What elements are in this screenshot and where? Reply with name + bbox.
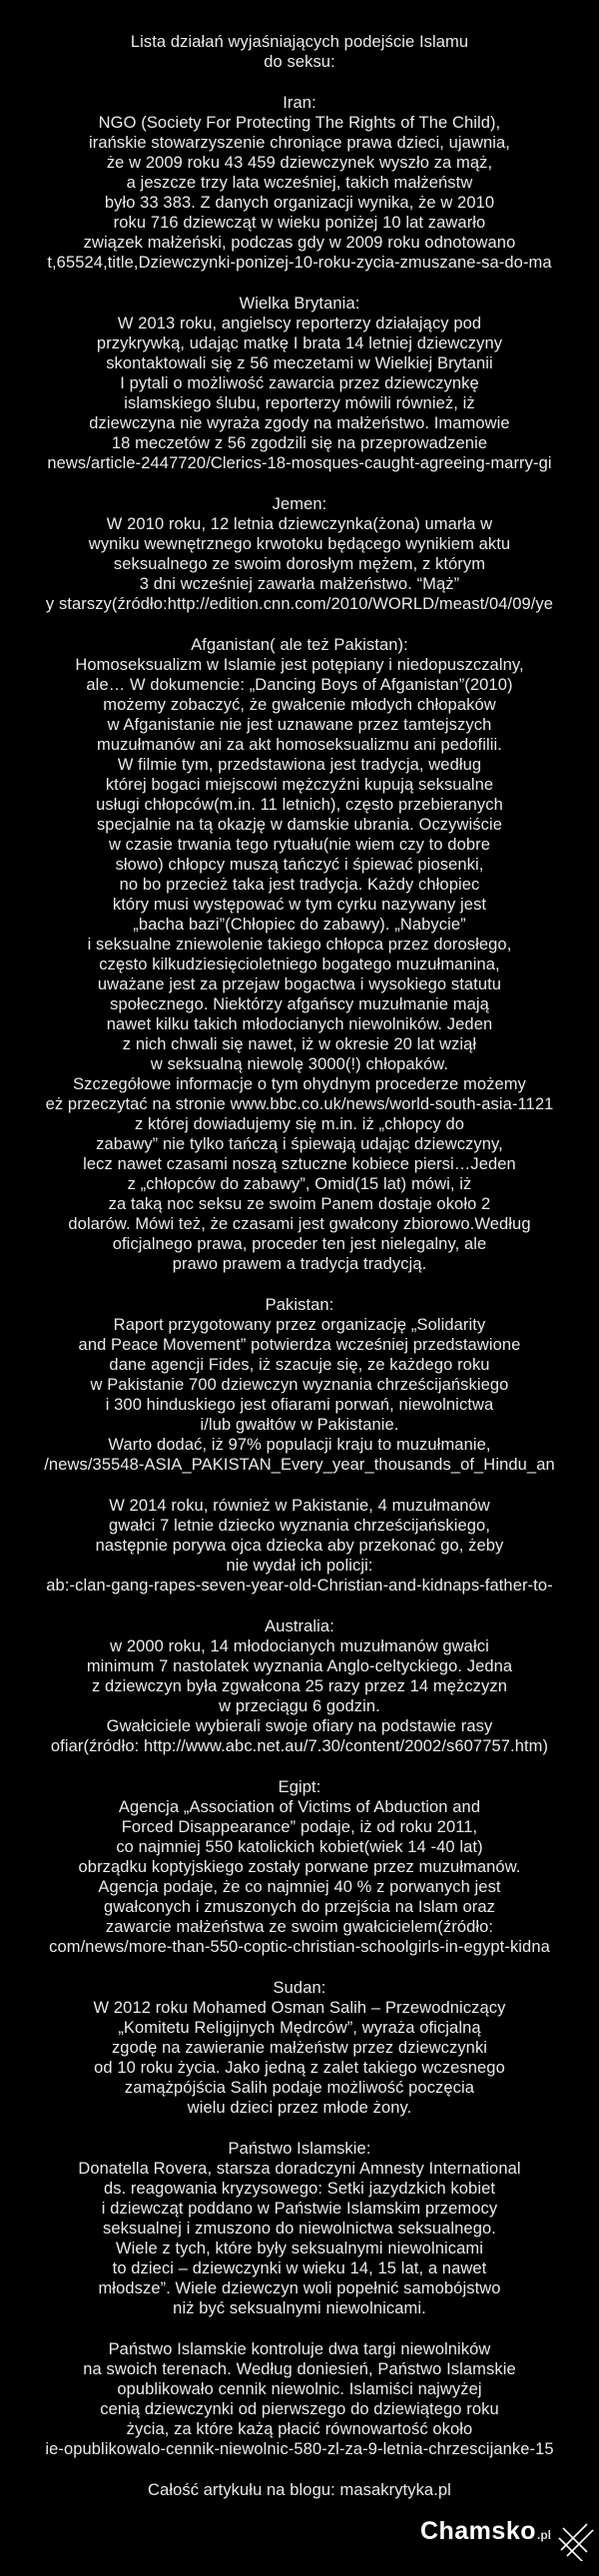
text-line: specjalnie na tą okazję w damskie ubrania. Oczywiście <box>96 816 503 834</box>
text-line: nie wydał ich policji: <box>226 1557 373 1575</box>
text-line: ofiar(źródło: http://www.abc.net.au/7.30/content/2002/s607757.htm) <box>50 1737 549 1755</box>
text-line: ab:-clan-gang-rapes-seven-year-old-Christian-and-kidnaps-father-to- <box>46 1577 553 1595</box>
text-line: W 2013 roku, angielscy reporterzy działający pod <box>117 315 482 332</box>
text-line: Donatella Rovera, starsza doradczyni Amnesty International <box>78 2160 521 2178</box>
text-line: z nich chwali się nawet, iż w okresie 20 lat wziął <box>122 1035 477 1053</box>
text-line: i seksualne zniewolenie takiego chłopca przez dorosłego, <box>87 936 512 954</box>
text-line: gwałci 7 letnie dziecko wyznania chrześcijańskiego, <box>108 1517 491 1535</box>
text-line: W 2014 roku, również w Pakistanie, 4 muzułmanów <box>109 1497 490 1515</box>
text-line: seksualnej i zmuszono do niewolnictwa seksualnego. <box>103 2220 496 2238</box>
text-line: cenią dziewczynki od pierwszego do dziewiątego roku <box>100 2400 499 2418</box>
text-block-panstwo-islamskie-targi <box>0 2339 599 2459</box>
text-line: muzułmanów ani za akt homoseksualizmu ani pedofilii. <box>97 736 502 754</box>
text-block-panstwo-islamskie <box>0 2139 599 2318</box>
text-line: Homoseksualizm w Islamie jest potępiany i niedopuszczalny, <box>75 656 524 674</box>
text-line: com/news/more-than-550-coptic-christian-schoolgirls-in-egypt-kidna <box>49 1938 550 1956</box>
text-line: w czasie trwania tego rytuału(nie wiem czy to dobre <box>108 836 490 854</box>
text-line: obrządku koptyjskiego zostały porwane przez muzułmanów. <box>78 1858 521 1876</box>
text-block-jemen <box>0 494 599 614</box>
text-line: Agencja podaje, że co najmniej 40 % z porwanych jest <box>98 1878 501 1896</box>
text-line: z „chłopców do zabawy”, Omid(15 lat) mówi, iż <box>127 1175 472 1193</box>
text-line: oficjalnego prawa, proceder ten jest nielegalny, ale <box>112 1235 487 1253</box>
text-line: w 2000 roku, 14 młodocianych muzułmanów gwałci <box>110 1637 489 1655</box>
section-heading: Państwo Islamskie: <box>228 2140 371 2158</box>
text-line: no bo przecież taka jest tradycja. Każdy chłopiec <box>119 876 480 894</box>
chamsko-logo <box>420 2517 595 2564</box>
text-line: news/article-2447720/Clerics-18-mosques-caught-agreeing-marry-gi <box>47 454 552 472</box>
section-heading: Iran: <box>283 94 316 112</box>
text-line: nawet kilku takich młodocianych niewolników. Jeden <box>106 1015 493 1033</box>
hash-grid-icon <box>557 2519 595 2566</box>
text-line: zawarcie małżeństwa ze swoim gwałcicielem(źródło: <box>105 1918 494 1936</box>
text-line: Agencja „Association of Victims of Abduction and <box>118 1798 481 1816</box>
text-line: and Peace Movement” potwierdza wcześniej przedstawione <box>78 1336 521 1354</box>
text-line: zgodę na zawieranie małżeństw przez dziewczynki <box>111 2039 488 2057</box>
text-line: to dzieci – dziewczynki w wieku 14, 15 lat, a nawet <box>112 2259 487 2277</box>
text-block-australia <box>0 1616 599 1756</box>
text-line: Raport przygotowany przez organizację „Solidarity <box>113 1316 486 1334</box>
text-block-sudan <box>0 1978 599 2118</box>
text-line: zabawy” nie tylko tańczą i śpiewają udając dziewczyny, <box>96 1135 503 1153</box>
text-line: ds. reagowania kryzysowego: Setki jazydzkich kobiet <box>103 2180 496 2198</box>
text-line: słowo) chłopcy muszą tańczyć i śpiewać piosenki, <box>115 856 484 874</box>
text-line: „Komitetu Religijnych Mędrców”, wyraża oficjalną <box>118 2019 481 2037</box>
text-line: związek małżeński, podczas gdy w 2009 roku odnotowano <box>83 234 516 252</box>
text-block-pakistan <box>0 1295 599 1475</box>
text-line: uważane jest za przejaw bogactwa i wysokiego statutu <box>97 975 502 993</box>
text-line: zamążpójścia Salih podaje możliwość poczęcia <box>124 2079 475 2097</box>
document-title-line: do seksu: <box>264 53 335 71</box>
text-line: niż być seksualnymi niewolnicami. <box>173 2299 426 2317</box>
text-line: społecznego. Niektórzy afgańscy muzułmanie mają <box>110 995 489 1013</box>
text-line: islamskiego ślubu, reporterzy mówili również, iż <box>124 394 475 412</box>
text-block-afganistan <box>0 635 599 1274</box>
section-heading: Sudan: <box>273 1979 326 1997</box>
text-line: I pytali o możliwość zawarcia przez dziewczynkę <box>120 374 479 392</box>
text-line: że w 2009 roku 43 459 dziewczynek wyszło za mąż, <box>106 154 493 172</box>
text-line: następnie porywa ojca dziecka aby przekonać go, żeby <box>95 1537 504 1555</box>
text-line: za taką noc seksu ze swoim Panem dostaje około 2 <box>108 1195 491 1213</box>
text-block-footer-note <box>0 2480 599 2500</box>
text-line: której bogaci miejscowi mężczyźni kupują seksualne <box>105 776 494 794</box>
text-line: Całość artykułu na blogu: masakrytyka.pl <box>148 2481 451 2499</box>
text-line: prawo prawem a tradycja tradycją. <box>172 1255 427 1273</box>
text-line: wyniku wewnętrznego krwotoku będącego wynikiem aktu <box>88 535 511 553</box>
text-line: od 10 roku życia. Jako jedną z zalet takiego wczesnego <box>94 2059 505 2077</box>
text-line: było 33 383. Z danych organizacji wynika, że w 2010 <box>104 194 495 212</box>
text-line: opublikowało cennik niewolnic. Islamiści najwyżej <box>117 2380 482 2398</box>
text-line: ie-opublikowalo-cennik-niewolnic-580-zl-za-9-letnia-chrzescijanke-15 <box>45 2440 554 2458</box>
text-line: Wiele z tych, które były seksualnymi niewolnicami <box>115 2240 484 2257</box>
text-line: seksualnego ze swoim dorosłym mężem, z którym <box>113 555 486 573</box>
text-line: 3 dni wcześniej zawarła małżeństwo. “Mąż” <box>139 575 460 593</box>
text-line: z której dowiadujemy się m.in. iż „chłopcy do <box>134 1115 465 1133</box>
text-line: możemy zobaczyć, że gwałcenie młodych chłopaków <box>103 696 496 714</box>
text-line: t,65524,title,Dziewczynki-ponizej-10-roku-zycia-zmuszane-sa-do-ma <box>47 254 552 272</box>
text-line: Szczegółowe informacje o tym ohydnym procederze możemy <box>73 1075 526 1093</box>
text-line: młodsze”. Wiele dziewczyn woli popełnić samobójstwo <box>98 2279 501 2297</box>
text-block-title <box>0 32 599 72</box>
section-heading: Jemen: <box>272 495 327 513</box>
text-line: dziewczyna nie wyraża zgody na małżeństwo. Imamowie <box>89 414 510 432</box>
text-line: NGO (Society For Protecting The Rights of The Child), <box>98 114 501 132</box>
section-heading: Afganistan( ale też Pakistan): <box>191 636 408 654</box>
text-line: Forced Disappearance” podaje, iż od roku 2011, <box>121 1818 478 1836</box>
text-line: y starszy(źródło:http://edition.cnn.com/2010/WORLD/meast/04/09/ye <box>45 595 554 613</box>
text-line: Warto dodać, iż 97% populacji kraju to muzułmanie, <box>108 1436 491 1454</box>
section-heading: Wielka Brytania: <box>239 295 360 313</box>
section-heading: Pakistan: <box>265 1296 334 1314</box>
text-line: w seksualną niewolę 3000(!) chłopaków. <box>150 1055 449 1073</box>
text-line: ale… W dokumencie: „Dancing Boys of Afganistan”(2010) <box>86 676 513 694</box>
text-block-iran <box>0 93 599 273</box>
logo-tld: .pl <box>537 2528 551 2542</box>
text-line: z dziewczyn była zgwałcona 25 razy przez 14 mężczyzn <box>91 1677 508 1695</box>
document-title-line: Lista działań wyjaśniających podejście Islamu <box>130 33 469 51</box>
section-heading: Egipt: <box>278 1778 321 1796</box>
text-line: W filmie tym, przedstawiona jest tradycja, według <box>117 756 482 774</box>
text-line: W 2010 roku, 12 letnia dziewczynka(żona) umarła w <box>106 515 493 533</box>
text-line: skontaktowali się z 56 meczetami w Wielkiej Brytanii <box>106 354 493 372</box>
section-heading: Australia: <box>265 1617 334 1635</box>
text-line: na swoich terenach. Według doniesień, Państwo Islamskie <box>83 2360 516 2378</box>
text-line: często kilkudziesięcioletniego bogatego muzułmanina, <box>99 956 500 973</box>
text-line: i 300 hinduskiego jest ofiarami porwań, niewolnictwa <box>105 1396 494 1414</box>
text-line: /news/35548-ASIA_PAKISTAN_Every_year_thousands_of_Hindu_an <box>44 1456 555 1474</box>
text-line: roku 716 dziewcząt w wieku poniżej 10 lat zawarło <box>113 214 486 232</box>
text-block-egipt <box>0 1777 599 1957</box>
text-line: minimum 7 nastolatek wyznania Anglo-celtyckiego. Jedna <box>86 1657 513 1675</box>
logo-text: Chamsko <box>419 2517 536 2545</box>
text-line: irańskie stowarzyszenie chroniące prawa dzieci, ujawnia, <box>89 134 510 152</box>
text-line: gwałconych i zmuszonych do przejścia na Islam oraz <box>103 1898 495 1916</box>
text-line: co najmniej 550 katolickich kobiet(wiek 14 -40 lat) <box>116 1838 483 1856</box>
text-line: wielu dzieci przez młode żony. <box>187 2099 412 2117</box>
text-block-wielka-brytania <box>0 294 599 473</box>
text-line: dolarów. Mówi też, że czasami jest gwałcony zbiorowo.Według <box>68 1215 531 1233</box>
text-line: W 2012 roku Mohamed Osman Salih – Przewodniczący <box>93 1999 506 2017</box>
text-line: i/lub gwałtów w Pakistanie. <box>200 1416 399 1434</box>
text-line: a jeszcze trzy lata wcześniej, takich małżeństw <box>126 174 473 192</box>
text-line: eż przeczytać na stronie www.bbc.co.uk/news/world-south-asia-1121 <box>45 1095 554 1113</box>
text-line: lecz nawet czasami noszą sztuczne kobiece piersi…Jeden <box>83 1155 516 1173</box>
text-line: i dziewcząt poddano w Państwie Islamskim przemocy <box>101 2200 498 2218</box>
text-line: „bacha bazi”(Chłopiec do zabawy). „Nabycie” <box>133 916 466 934</box>
text-line: w Pakistanie 700 dziewczyn wyznania chrześcijańskiego <box>90 1376 509 1394</box>
text-line: który musi występować w tym cyrku nazywany jest <box>112 896 487 914</box>
text-line: usługi chłopców(m.in. 11 letnich), często przebieranych <box>96 796 503 814</box>
text-line: w Afganistanie nie jest uznawane przez tamtejszych <box>107 716 492 734</box>
text-line: dane agencji Fides, iż szacuje się, ze każdego roku <box>109 1356 490 1374</box>
text-block-pakistan-2014 <box>0 1496 599 1596</box>
text-line: Gwałciciele wybierali swoje ofiary na podstawie rasy <box>106 1717 493 1735</box>
text-line: w przeciągu 6 godzin. <box>219 1697 380 1715</box>
text-line: życia, za które każą płacić równowartość około <box>126 2420 473 2438</box>
text-line: Państwo Islamskie kontroluje dwa targi niewolników <box>108 2340 491 2358</box>
text-line: przykrywką, udając matkę I brata 14 letniej dziewczyny <box>96 334 503 352</box>
text-line: 18 meczetów z 56 zgodzili się na przeprowadzenie <box>111 434 488 452</box>
